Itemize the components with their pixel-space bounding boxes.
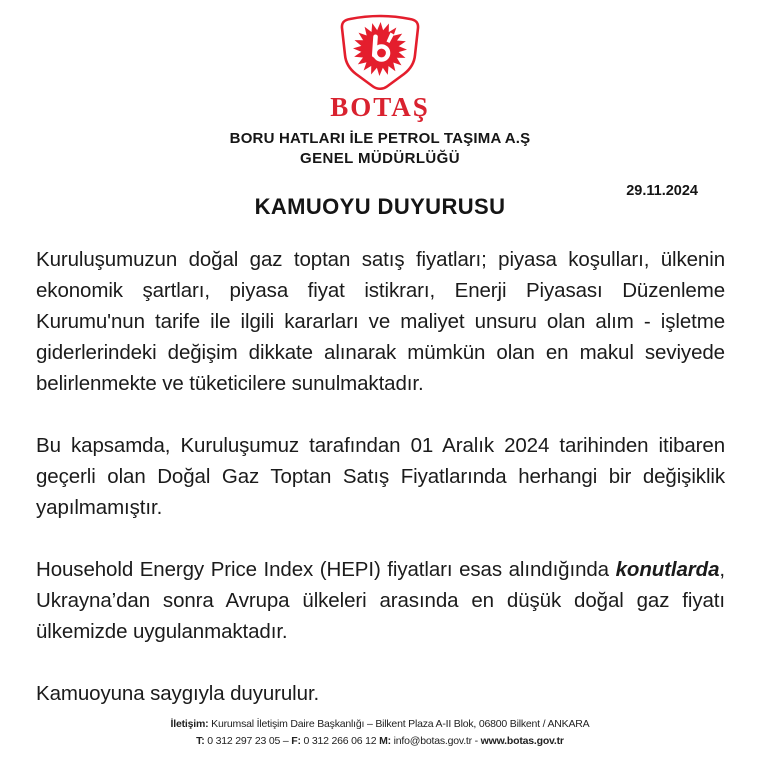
paragraph-hepi bbox=[36, 554, 725, 647]
botas-logo-icon bbox=[330, 13, 430, 91]
footer-phone-text: 0 312 297 23 05 – bbox=[204, 735, 292, 747]
paragraph-hepi-pre: Household Energy Price Index (HEPI) fiyatları esas alındığında bbox=[36, 558, 616, 581]
footer-address-line bbox=[0, 716, 760, 733]
paragraph-hepi-emphasis: konutlarda bbox=[615, 558, 720, 581]
closing-line: Kamuoyuna saygıyla duyurulur. bbox=[36, 682, 320, 705]
page-title: KAMUOYU DUYURUSU bbox=[254, 194, 506, 219]
org-name-line1: BORU HATLARI İLE PETROL TAŞIMA A.Ş bbox=[229, 130, 531, 147]
botas-wordmark: BOTAŞ bbox=[330, 92, 430, 122]
footer-phone-line bbox=[0, 733, 760, 750]
footer-website: www.botas.gov.tr bbox=[480, 735, 564, 747]
footer-phone-label: T: bbox=[196, 735, 205, 747]
footer-contact-label: İletişim: bbox=[170, 718, 209, 730]
paragraph-no-change: Bu kapsamda, Kuruluşumuz tarafından 01 Aralık 2024 tarihinden itibaren geçerli olan Doğal Gaz Toptan Satış Fiyatlarında herhangi bir değişiklik yapılmamıştır. bbox=[36, 434, 725, 519]
paragraph-hepi-post: , Ukrayna’dan sonra Avrupa ülkeleri arasında en düşük doğal gaz fiyatı ülkemizde uygulanmaktadır. bbox=[36, 558, 725, 643]
footer-mail-label: M: bbox=[379, 735, 391, 747]
paragraph-pricing-policy: Kuruluşumuzun doğal gaz toptan satış fiyatları; piyasa koşulları, ülkenin ekonomik şartları, piyasa fiyat istikrarı, Enerji Piyasası Düzenleme Kurumu'nun tarife ile ilgili kararları ve maliyet unsuru olan alım - işletme giderlerindeki değişim dikkate alınarak mümkün olan en makul seviyede belirlenmekte ve tüketicilere sunulmaktadır. bbox=[36, 248, 725, 395]
document-footer bbox=[0, 716, 760, 750]
announcement-body bbox=[0, 244, 760, 709]
footer-mail-text: info@botas.gov.tr - bbox=[390, 735, 481, 747]
document-date: 29.11.2024 bbox=[626, 183, 698, 199]
footer-contact-text: Kurumsal İletişim Daire Başkanlığı – Bilkent Plaza A-II Blok, 06800 Bilkent / ANKARA bbox=[208, 718, 590, 730]
document-header bbox=[0, 0, 760, 167]
footer-fax-text: 0 312 266 06 12 bbox=[300, 735, 380, 747]
org-name-line2: GENEL MÜDÜRLÜĞÜ bbox=[300, 150, 460, 167]
footer-fax-label: F: bbox=[291, 735, 301, 747]
title-row bbox=[0, 183, 760, 222]
